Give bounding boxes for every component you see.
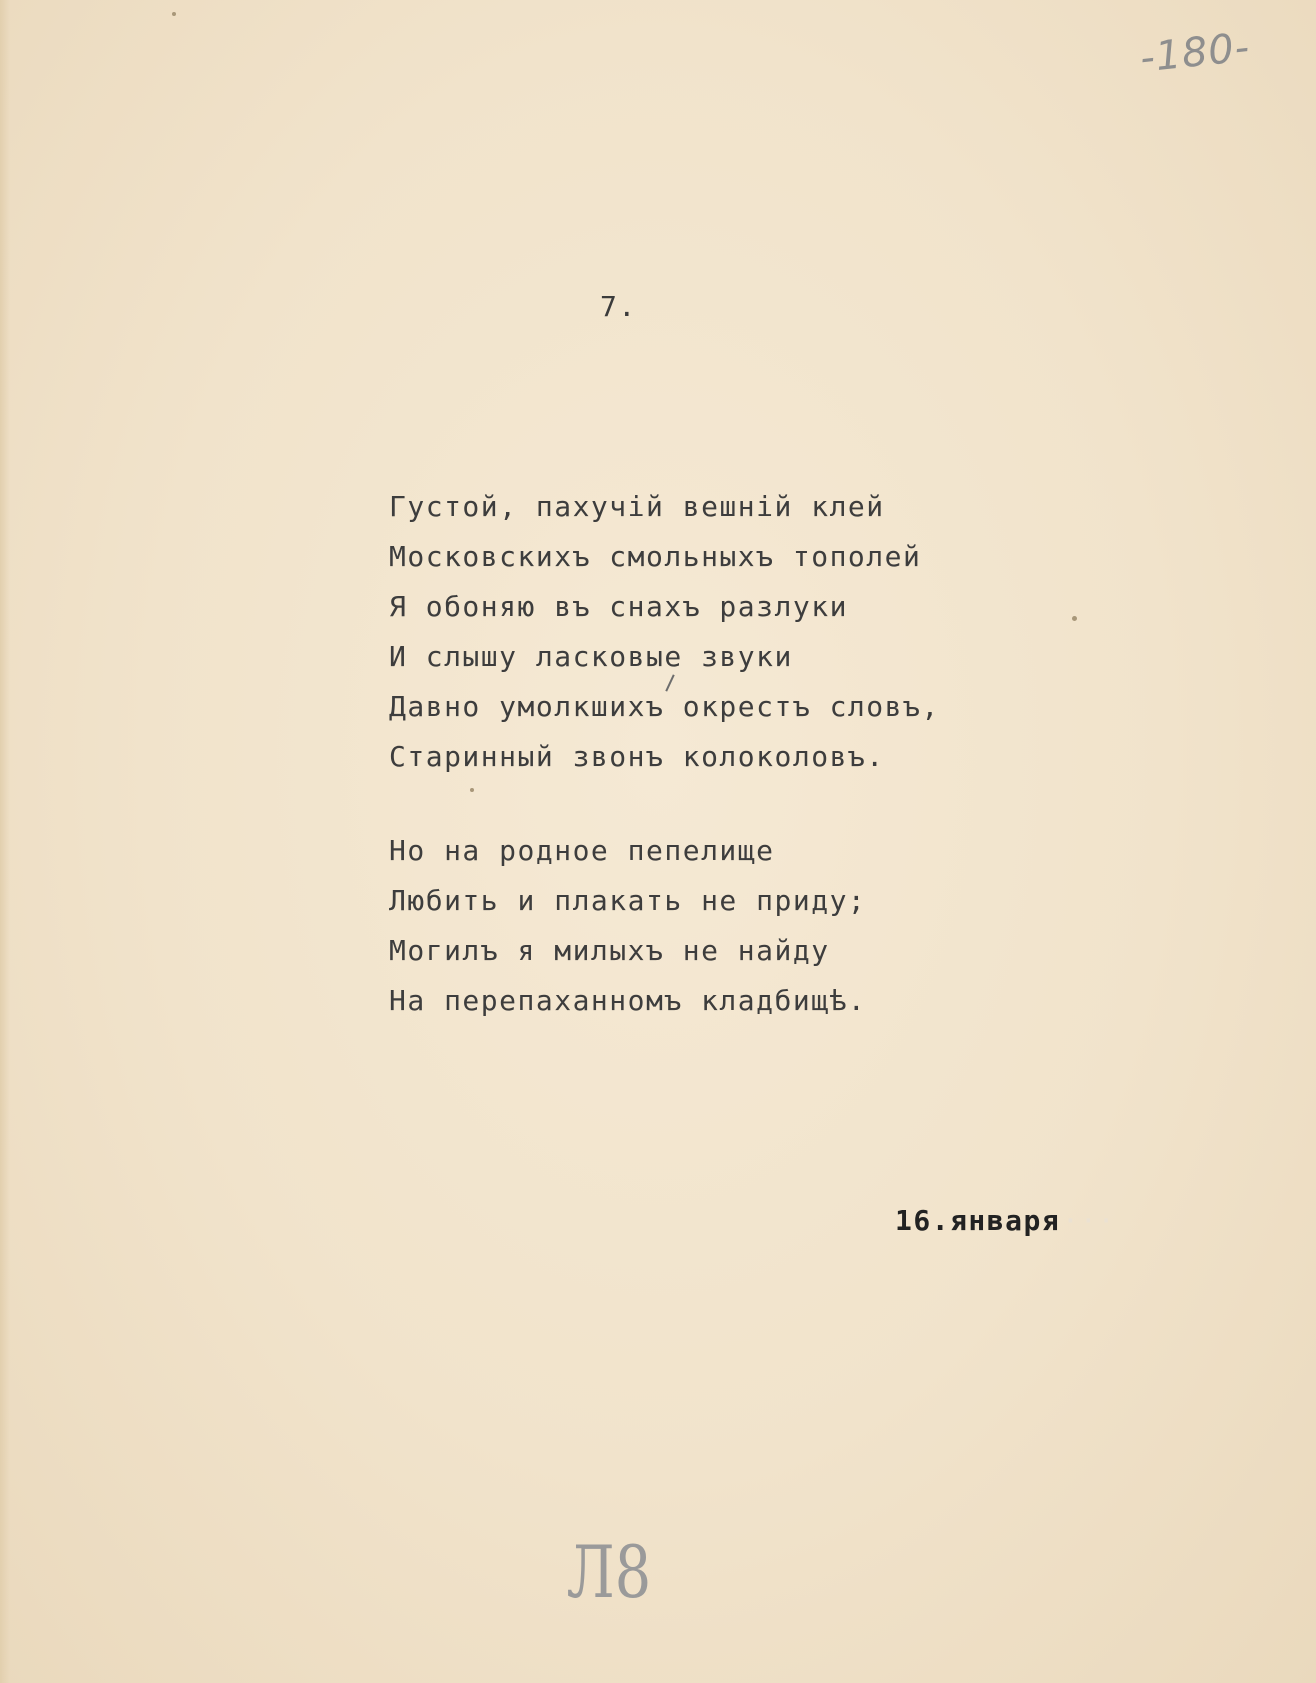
poem-line: Могилъ я милыхъ не найду bbox=[389, 934, 830, 967]
paper-speck bbox=[172, 12, 176, 16]
poem-line: Давно умолкшихъ окрестъ словъ, bbox=[389, 690, 940, 723]
poem-line: Любить и плакать не приду; bbox=[389, 884, 867, 917]
poem-line: Густой, пахучій вешній клей bbox=[389, 490, 885, 523]
poem-line: Московскихъ смольныхъ тополей bbox=[389, 540, 922, 573]
paper-speck bbox=[470, 788, 474, 792]
poem-line: Но на родное пепелище bbox=[389, 834, 775, 867]
poem-line: Старинный звонъ колоколовъ. bbox=[389, 740, 885, 773]
page-edge-shadow bbox=[0, 0, 10, 1683]
poem-line: И слышу ласковые звуки bbox=[389, 640, 793, 673]
paper-speck bbox=[1072, 616, 1077, 621]
poem-line: Я обоняю въ снахъ разлуки bbox=[389, 590, 848, 623]
faded-year-mark: ··· bbox=[1062, 1204, 1116, 1237]
stanza-2 bbox=[389, 826, 866, 1026]
poem-number: 7. bbox=[600, 290, 637, 323]
folio-number: -180- bbox=[1137, 24, 1253, 82]
archive-mark: Л8 bbox=[566, 1530, 652, 1614]
poem-line: На перепаханномъ кладбищѣ. bbox=[389, 984, 867, 1017]
date-line: 16.января bbox=[895, 1204, 1061, 1237]
stanza-1 bbox=[389, 482, 940, 782]
